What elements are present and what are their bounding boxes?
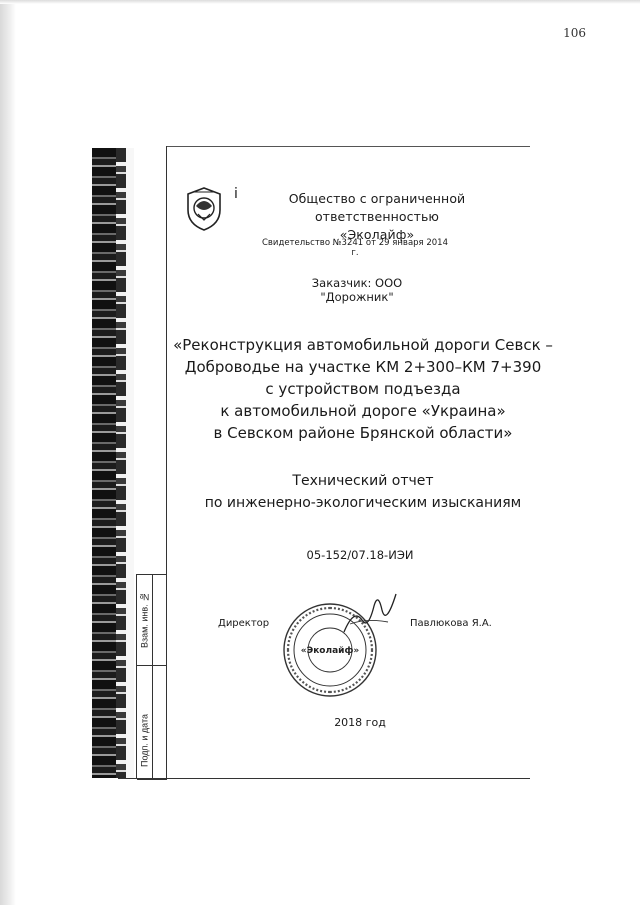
frame-bottom-line: [118, 778, 530, 779]
report-title: [168, 470, 558, 514]
customer: Заказчик: ООО "Дорожник": [311, 276, 403, 304]
stamp-label-inv-no: Взам. инв. №: [139, 591, 150, 649]
year: 2018 год: [334, 716, 386, 729]
scan-edge-top: [0, 0, 640, 4]
logo-mark: i: [234, 186, 238, 202]
director-label: Директор: [218, 618, 270, 629]
stamp-table-divider: [152, 575, 153, 779]
document-code: 05-152/07.18-ИЭИ: [306, 548, 414, 562]
stamp-table-row-line: [137, 779, 167, 780]
certificate: Свидетельство №3241 от 29 января 2014 г.: [261, 238, 448, 258]
binding-margin: [92, 148, 134, 778]
project-title-line: «Реконструкция автомобильной дороги Севск –: [173, 336, 553, 354]
project-title-line: в Севском районе Брянской области»: [213, 424, 513, 442]
company-name: [246, 190, 508, 244]
seal-center-text: «Эколайф»: [300, 646, 360, 656]
scan-edge-left: [0, 0, 16, 905]
page-number: 106: [563, 26, 586, 40]
project-title-line: с устройством подъезда: [265, 380, 461, 398]
report-title-line-1: Технический отчет: [292, 473, 434, 489]
company-logo-icon: [180, 184, 228, 234]
stamp-table: [136, 574, 167, 779]
signature-icon: [340, 588, 400, 644]
project-title-line: Доброводье на участке КМ 2+300–КМ 7+390: [184, 358, 542, 376]
binding-strip: [92, 148, 116, 778]
project-title-line: к автомобильной дороге «Украина»: [220, 402, 506, 420]
stamp-table-row-line: [137, 665, 167, 666]
frame-top-line: [166, 146, 530, 147]
binding-teeth: [116, 148, 126, 778]
stamp-label-signature-date: Подп. и дата: [139, 713, 150, 767]
director-name: Павлюкова Я.А.: [410, 618, 492, 629]
company-line-1: Общество с ограниченной ответственностью: [288, 191, 466, 224]
project-title: [168, 334, 558, 444]
company-line-2: «Эколайф»: [339, 227, 415, 242]
report-title-line-2: по инженерно-экологическим изысканиям: [204, 495, 522, 511]
